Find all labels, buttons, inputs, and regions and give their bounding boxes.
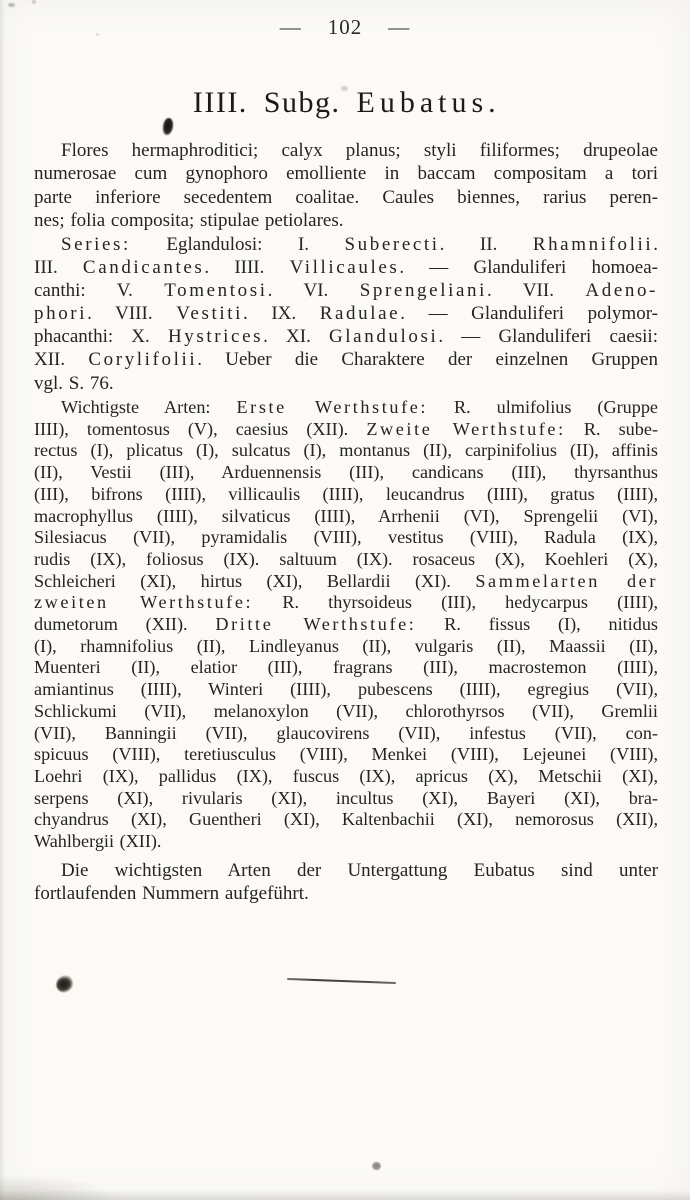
title-segment: IIII. Subg. <box>192 86 357 119</box>
text-line <box>34 636 658 658</box>
text-segment: . VII. <box>486 280 586 302</box>
spaced-text-segment: Zweite Werthstufe: <box>366 418 566 439</box>
text-segment: Wahlbergii (XII). <box>34 831 162 852</box>
text-line <box>34 162 658 185</box>
text-segment: R. sube- <box>565 418 658 439</box>
page-edge-shading-left <box>0 0 5 1200</box>
scan-speck <box>8 3 15 7</box>
text-line <box>34 549 658 571</box>
spaced-text-segment: Rhamnifolii <box>532 234 654 255</box>
text-segment: Die wichtigsten Arten der Untergattung Eubatus sind unter <box>61 860 658 881</box>
text-segment: . — Glanduliferi polymor- <box>400 303 658 325</box>
text-segment: amiantinus (IIII), Winteri (IIII), pubescens (IIII), egregius (VII), <box>34 679 658 700</box>
text-segment: III. <box>34 257 83 279</box>
text-line <box>34 256 658 279</box>
paragraph-closing-note <box>34 860 658 905</box>
text-line <box>34 209 658 232</box>
title-segment: . <box>488 86 498 119</box>
text-segment: serpens (XI), rivularis (XI), incultus (XI), Bayeri (XI), bra- <box>34 787 658 808</box>
text-segment: (VII), Banningii (VII), glaucovirens (VII), infestus (VII), con- <box>34 722 658 743</box>
ink-spot <box>53 973 75 995</box>
text-line <box>34 462 658 484</box>
spaced-text-segment: Dritte Werthstufe: <box>215 614 417 635</box>
text-line <box>34 592 658 614</box>
text-line <box>34 419 658 441</box>
text-line <box>34 233 658 256</box>
text-segment: . IX. <box>242 303 320 325</box>
text-segment: numerosae cum gynophoro emolliente in baccam compositam a tori <box>34 163 658 185</box>
text-line <box>34 484 658 506</box>
text-segment: . IIII. <box>204 257 290 279</box>
text-segment: (I), rhamnifolius (II), Lindleyanus (II), vulgaris (II), Maassii (II), <box>34 635 658 656</box>
spaced-text-segment: Erste Werthstufe: <box>236 397 429 417</box>
spaced-text-segment: Radulae <box>319 303 401 325</box>
text-segment: fortlaufenden Nummern aufgeführt. <box>34 882 309 904</box>
text-line <box>34 139 658 162</box>
text-segment: Muenteri (II), elatior (III), fragrans (III), macrostemon (IIII), <box>34 657 658 678</box>
text-segment: XII. <box>34 349 89 371</box>
text-segment: . XI. <box>263 326 329 348</box>
title-segment-spaced: Eubatus <box>356 86 489 119</box>
spaced-text-segment: phori <box>34 303 88 325</box>
text-line <box>34 279 658 302</box>
spaced-text-segment: Series: <box>61 234 131 255</box>
text-segment: . — Glanduliferi caesii: <box>438 326 658 348</box>
spaced-text-segment: Hystrices <box>167 326 264 348</box>
text-segment: IIII), tomentosus (V), caesius (XII). <box>34 418 367 439</box>
text-segment: . <box>653 234 658 255</box>
page-corner-smudge <box>0 1174 120 1200</box>
spaced-text-segment: Sammelarten der <box>475 570 658 591</box>
text-line <box>34 571 658 593</box>
text-segment: Loehri (IX), pallidus (IX), fuscus (IX), apricus (X), Metschii (XI), <box>34 765 658 786</box>
spaced-text-segment: Corylifolii <box>88 349 198 371</box>
text-segment: rectus (I), plicatus (I), sulcatus (I), montanus (II), carpinifolius (II), affinis <box>34 440 658 461</box>
text-line <box>34 440 658 462</box>
text-line <box>34 614 658 636</box>
text-segment: Wichtigste Arten: <box>61 397 237 417</box>
text-segment: spicuus (VIII), teretiusculus (VIII), Menkei (VIII), Lejeunei (VIII), <box>34 744 658 765</box>
paragraph-important-species <box>34 397 658 853</box>
paragraph-series-overview <box>34 233 658 395</box>
text-line <box>34 723 658 745</box>
text-segment: R. ulmifolius (Gruppe <box>428 397 658 417</box>
text-segment: (II), Vestii (III), Arduennensis (III), candicans (III), thyrsanthus <box>34 462 658 483</box>
section-title <box>0 86 690 120</box>
text-line <box>34 527 658 549</box>
text-line <box>34 701 658 723</box>
text-segment: nes; folia composita; stipulae petiolares. <box>34 210 344 232</box>
ink-blob <box>162 117 174 135</box>
text-line <box>34 348 658 371</box>
text-line <box>34 397 658 419</box>
scan-speck <box>32 0 36 4</box>
spaced-text-segment: Villicaules <box>289 257 400 279</box>
text-segment: Eglandulosi: I. <box>130 234 345 255</box>
spaced-text-segment: Sprengeliani <box>359 280 487 302</box>
page-number-left-dash: — <box>279 15 302 39</box>
text-line <box>34 186 658 209</box>
text-segment: R. fissus (I), nitidus <box>416 614 658 635</box>
spaced-text-segment: Suberecti <box>344 234 440 255</box>
text-line <box>34 809 658 831</box>
page-number-right-dash: — <box>388 15 411 39</box>
text-segment: . Ueber die Charaktere der einzelnen Gruppen <box>197 349 658 371</box>
section-divider-rule <box>287 978 396 984</box>
text-segment: . — Glanduliferi homoea- <box>399 257 658 279</box>
text-segment: . II. <box>439 234 533 255</box>
text-line <box>34 657 658 679</box>
text-segment: . VIII. <box>87 303 177 325</box>
page-number-header <box>0 14 690 40</box>
spaced-text-segment: Candicantes <box>82 257 205 279</box>
text-segment: parte inferiore secedentem coalitae. Caules biennes, rarius peren- <box>34 186 658 208</box>
text-segment: Silesiacus (VII), pyramidalis (VIII), vestitus (VIII), Radula (IX), <box>34 527 658 548</box>
text-segment: rudis (IX), foliosus (IX). saltuum (IX). rosaceus (X), Koehleri (X), <box>34 548 658 569</box>
text-segment: R. thyrsoideus (III), hedycarpus (IIII), <box>253 592 659 613</box>
spaced-text-segment: Tomentosi <box>164 280 268 302</box>
text-line <box>34 744 658 766</box>
paragraph-latin-diagnosis <box>34 139 658 233</box>
text-line <box>34 788 658 810</box>
text-segment: (III), bifrons (IIII), villicaulis (IIII), leucandrus (IIII), gratus (IIII), <box>34 483 658 504</box>
scan-dot <box>372 1162 381 1170</box>
text-segment: dumetorum (XII). <box>34 614 216 635</box>
text-segment: Schleicheri (XI), hirtus (XI), Bellardii (XI). <box>34 570 476 591</box>
text-line <box>34 302 658 325</box>
text-line <box>34 372 658 395</box>
text-line <box>34 325 658 348</box>
text-line <box>34 883 658 906</box>
text-segment: Flores hermaphroditici; calyx planus; styli filiformes; drupeolae <box>61 140 658 161</box>
text-segment: vgl. S. 76. <box>34 372 114 394</box>
text-segment: phacanthi: X. <box>34 326 168 348</box>
text-line <box>34 679 658 701</box>
text-segment: . VI. <box>267 280 360 302</box>
spaced-text-segment: Glandulosi <box>328 326 439 348</box>
text-segment: chyandrus (XI), Guentheri (XI), Kaltenbachii (XI), nemorosus (XII), <box>34 809 658 830</box>
spaced-text-segment: Vestiti <box>176 303 243 325</box>
spaced-text-segment: Adeno- <box>585 280 658 302</box>
spaced-text-segment: zweiten Werthstufe: <box>34 592 254 613</box>
text-line <box>34 831 658 853</box>
text-segment: macrophyllus (IIII), silvaticus (IIII), Arrhenii (VI), Sprengelii (VI), <box>34 505 658 526</box>
page-number: 102 <box>327 15 363 39</box>
text-line <box>34 506 658 528</box>
text-line <box>34 766 658 788</box>
text-segment: canthi: V. <box>34 280 165 302</box>
text-line <box>34 860 658 883</box>
text-segment: Schlickumi (VII), melanoxylon (VII), chlorothyrsos (VII), Gremlii <box>34 700 658 721</box>
page-edge-shading-bottom <box>0 1190 690 1200</box>
